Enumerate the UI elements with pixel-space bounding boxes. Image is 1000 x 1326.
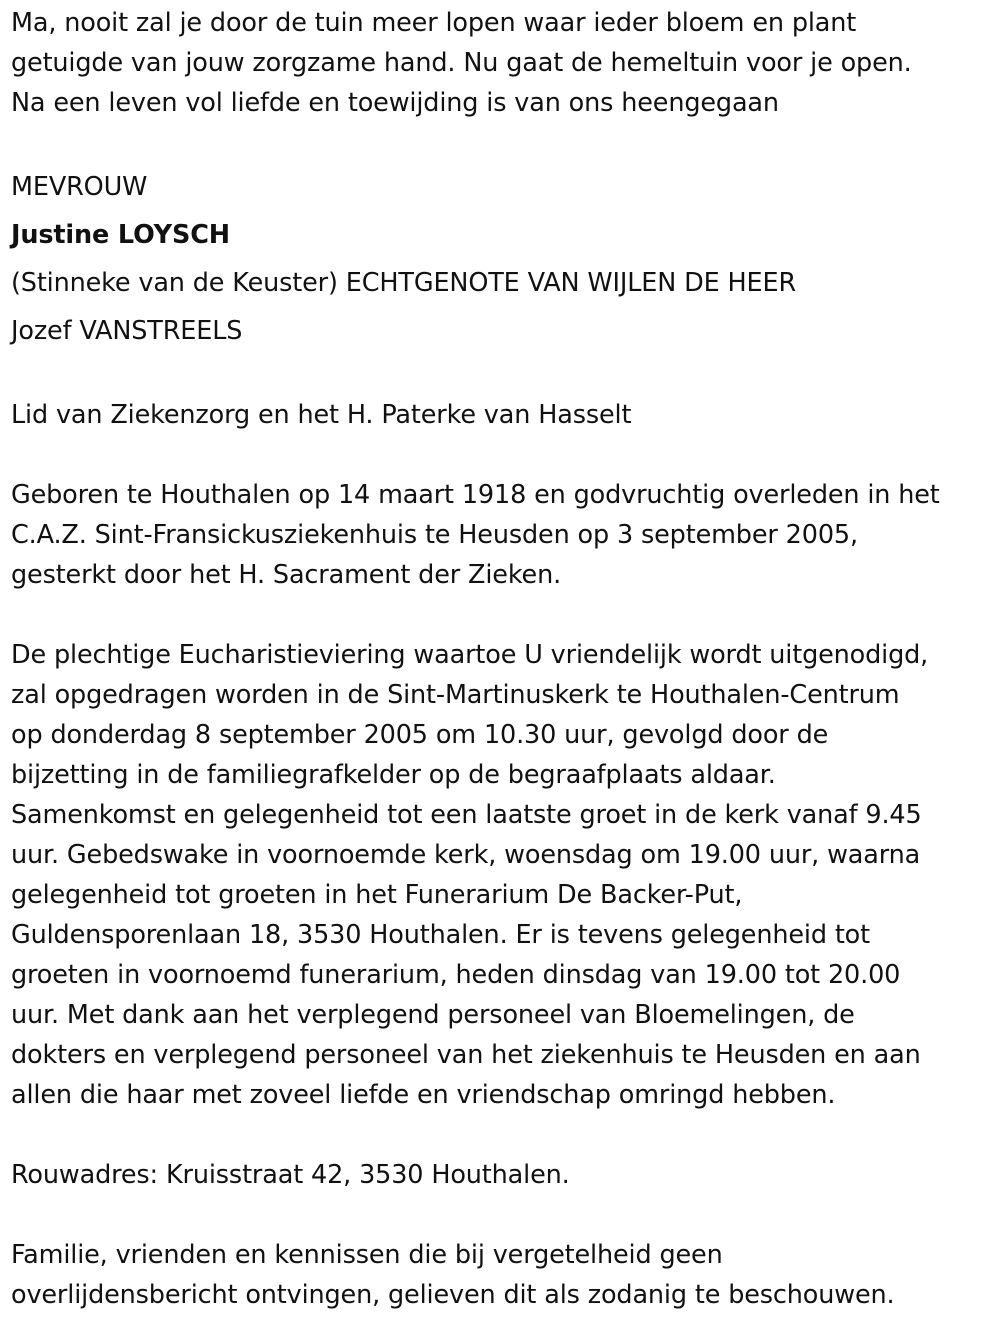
paragraph-line: op donderdag 8 september 2005 om 10.30 uur, gevolgd door de [11,720,829,750]
ceremony-paragraph [11,635,996,1115]
spacer [11,1195,996,1235]
paragraph-line: C.A.Z. Sint-Fransickusziekenhuis te Heusden op 3 september 2005, [11,520,858,550]
paragraph-line: De plechtige Eucharistieviering waartoe U vriendelijk wordt uitgenodigd, [11,640,929,670]
paragraph-line: dokters en verplegend personeel van het ziekenhuis te Heusden en aan [11,1040,921,1070]
intro-line: getuigde van jouw zorgzame hand. Nu gaat de hemeltuin voor je open. [11,48,912,78]
intro-line: Na een leven vol liefde en toewijding is van ons heengegaan [11,88,779,118]
spacer [11,435,996,475]
spacer [11,123,996,163]
intro-line: Ma, nooit zal je door de tuin meer lopen waar ieder bloem en plant [11,8,857,38]
mourning-address: Rouwadres: Kruisstraat 42, 3530 Houthalen. [11,1160,570,1190]
deceased-name: Justine LOYSCH [11,220,230,250]
honorific: MEVROUW [11,172,148,202]
paragraph-line: Familie, vrienden en kennissen die bij vergetelheid geen [11,1240,723,1270]
birth-death-paragraph [11,475,996,595]
intro-poem [11,3,996,123]
paragraph-line: groeten in voornoemd funerarium, heden dinsdag van 19.00 tot 20.00 [11,960,901,990]
paragraph-line: gelegenheid tot groeten in het Funerarium De Backer-Put, [11,880,743,910]
spacer [11,595,996,635]
death-notice [11,3,996,1315]
alias-line: (Stinneke van de Keuster) ECHTGENOTE VAN WIJLEN DE HEER [11,268,797,298]
spacer [11,1115,996,1155]
paragraph-line: Geboren te Houthalen op 14 maart 1918 en godvruchtig overleden in het [11,480,940,510]
paragraph-line: overlijdensbericht ontvingen, gelieven dit als zodanig te beschouwen. [11,1280,895,1310]
paragraph-line: Samenkomst en gelegenheid tot een laatste groet in de kerk vanaf 9.45 [11,800,922,830]
paragraph-line: allen die haar met zoveel liefde en vriendschap omringd hebben. [11,1080,836,1110]
paragraph-line: bijzetting in de familiegrafkelder op de begraafplaats aldaar. [11,760,776,790]
paragraph-line: gesterkt door het H. Sacrament der Zieken. [11,560,562,590]
paragraph-line: Guldensporenlaan 18, 3530 Houthalen. Er is tevens gelegenheid tot [11,920,870,950]
paragraph-line: zal opgedragen worden in de Sint-Martinuskerk te Houthalen-Centrum [11,680,900,710]
spouse-name: Jozef VANSTREELS [11,316,243,346]
paragraph-line: uur. Met dank aan het verplegend personeel van Bloemelingen, de [11,1000,855,1030]
spacer [11,355,996,395]
membership: Lid van Ziekenzorg en het H. Paterke van Hasselt [11,400,632,430]
paragraph-line: uur. Gebedswake in voornoemde kerk, woensdag om 19.00 uur, waarna [11,840,921,870]
closing-paragraph [11,1235,996,1315]
